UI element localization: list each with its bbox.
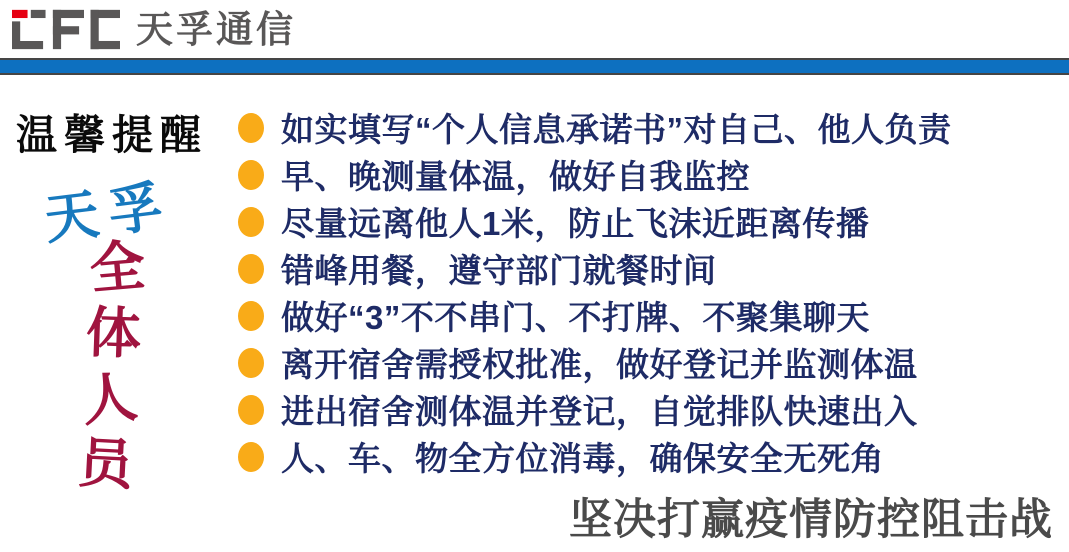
vertical-char: 员 [76,431,136,497]
reminder-row [238,151,952,198]
reminder-text: 错峰用餐，遵守部门就餐时间 [281,252,717,289]
vertical-char: 体 [85,301,143,366]
bullet-icon [238,207,264,237]
reminder-row [238,339,952,386]
brand-name-text: 天孚 [41,175,176,251]
header [0,0,1069,58]
page-title: 温馨提醒 [16,112,208,158]
reminder-row [238,198,952,245]
bullet-icon [238,395,264,425]
vertical-char: 人 [79,365,141,433]
all-staff-vertical-text [68,236,152,498]
reminder-row [238,245,952,292]
reminder-row [238,104,952,151]
tfc-logo-icon [12,9,120,50]
reminders-list [238,104,952,480]
vertical-char: 全 [87,234,149,301]
bullet-icon [238,160,264,190]
bullet-icon [238,348,264,378]
reminder-row [238,292,952,339]
campaign-slogan: 坚决打赢疫情防控阻击战 [569,496,1053,544]
reminder-row [238,433,952,480]
logo-text: 天孚通信 [136,9,296,50]
reminder-text: 尽量远离他人1米，防止飞沫近距离传播 [281,205,870,242]
bullet-icon [238,301,264,331]
reminder-text: 做好“3”不不串门、不打牌、不聚集聊天 [281,299,870,336]
reminder-text: 人、车、物全方位消毒，确保安全无死角 [281,440,884,477]
bullet-icon [238,254,264,284]
company-logo [12,9,296,50]
reminder-text: 离开宿舍需授权批准，做好登记并监测体温 [281,346,918,383]
reminder-text: 进出宿舍测体温并登记，自觉排队快速出入 [281,393,918,430]
bullet-icon [238,113,264,143]
bullet-icon [238,442,264,472]
reminder-row [238,386,952,433]
reminder-text: 如实填写“个人信息承诺书”对自己、他人负责 [281,111,952,148]
reminder-text: 早、晚测量体温，做好自我监控 [281,158,750,195]
header-divider-bar [0,58,1069,75]
